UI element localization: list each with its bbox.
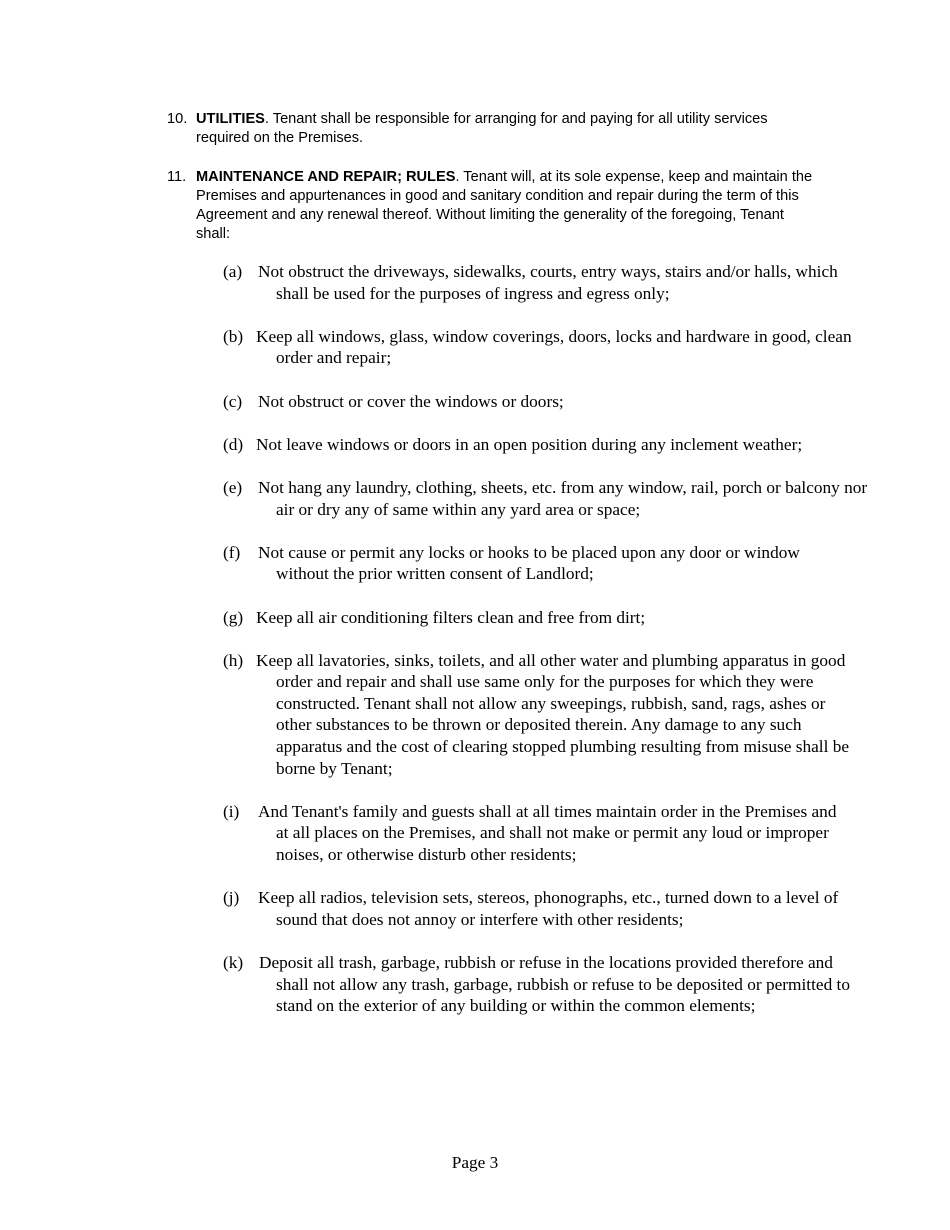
list-item: [223, 952, 868, 1017]
item-label: (g): [223, 607, 244, 627]
item-label: (e): [223, 477, 243, 497]
item-label: (k): [223, 953, 244, 972]
list-item: [223, 887, 868, 930]
list-item: [223, 434, 846, 456]
item-label: (a): [223, 262, 243, 281]
item-text: Keep all air conditioning filters clean and free from dirt;: [256, 607, 646, 627]
item-text: Keep all windows, glass, window coverings, doors, locks and hardware in good, clean order and repair;: [256, 326, 852, 368]
item-label: (d): [223, 434, 244, 454]
item-text: Deposit all trash, garbage, rubbish or refuse in the locations provided therefore and shall not allow any trash, garbage, rubbish or refuse to be deposited or permitted to stand on the exterior of any building or within the common elements;: [259, 953, 850, 1016]
item-label: (i): [223, 801, 240, 821]
section-11-maintenance: [167, 168, 817, 244]
item-label: (c): [223, 391, 243, 411]
section-title: MAINTENANCE AND REPAIR; RULES: [196, 169, 456, 185]
list-item: [223, 607, 868, 629]
item-text: Not hang any laundry, clothing, sheets, etc. from any window, rail, porch or balcony nor air or dry any of same within any yard area or space;: [258, 477, 868, 519]
section-body: [196, 110, 817, 148]
list-item: [223, 650, 861, 780]
item-label: (h): [223, 650, 244, 670]
item-text: Keep all radios, television sets, stereos, phonographs, etc., turned down to a level of sound that does not annoy or interfere with other residents;: [258, 888, 839, 929]
item-label: (j): [223, 888, 240, 908]
list-item: [223, 542, 846, 585]
item-text: Not obstruct the driveways, sidewalks, courts, entry ways, stairs and/or halls, which shall be used for the purposes of ingress and egress only;: [258, 262, 838, 303]
section-number: 11.: [167, 169, 187, 185]
list-item: [223, 477, 868, 520]
item-label: (b): [223, 326, 244, 346]
section-text: . Tenant will, at its sole expense, keep and maintain the Premises and appurtenances in good and sanitary condition and repair during the term of this Agreement and any renewal thereof. Without limiting the generality of the foregoing, Tenant shall:: [196, 169, 813, 242]
item-label: (f): [223, 542, 241, 562]
list-item: [223, 391, 868, 413]
section-title: UTILITIES: [196, 111, 265, 127]
item-text: And Tenant's family and guests shall at all times maintain order in the Premises and at all places on the Premises, and shall not make or permit any loud or improper noises, or otherwise disturb other residents;: [258, 801, 837, 865]
section-text: . Tenant shall be responsible for arranging for and paying for all utility services required on the Premises.: [196, 111, 768, 146]
item-text: Not leave windows or doors in an open position during any inclement weather;: [256, 434, 803, 454]
rules-list: [223, 261, 868, 1038]
list-item: [223, 801, 851, 866]
item-text: Keep all lavatories, sinks, toilets, and all other water and plumbing apparatus in good order and repair and shall use same only for the purposes for which they were constructed. Tenant shall not allow any sweepings, rubbish, sand, rags, ashes or other substances to be thrown or deposited therein. Any damage to any such apparatus and the cost of clearing stopped plumbing resulting from misuse shall be borne by Tenant;: [256, 650, 850, 778]
section-10-utilities: [167, 110, 817, 148]
item-text: Not cause or permit any locks or hooks to be placed upon any door or window without the prior written consent of Landlord;: [258, 542, 800, 584]
section-number: 10.: [167, 111, 188, 127]
section-body: [196, 168, 817, 244]
item-text: Not obstruct or cover the windows or doors;: [258, 391, 564, 411]
page-number: Page 3: [451, 1153, 499, 1172]
list-item: [223, 261, 868, 304]
list-item: [223, 326, 868, 369]
